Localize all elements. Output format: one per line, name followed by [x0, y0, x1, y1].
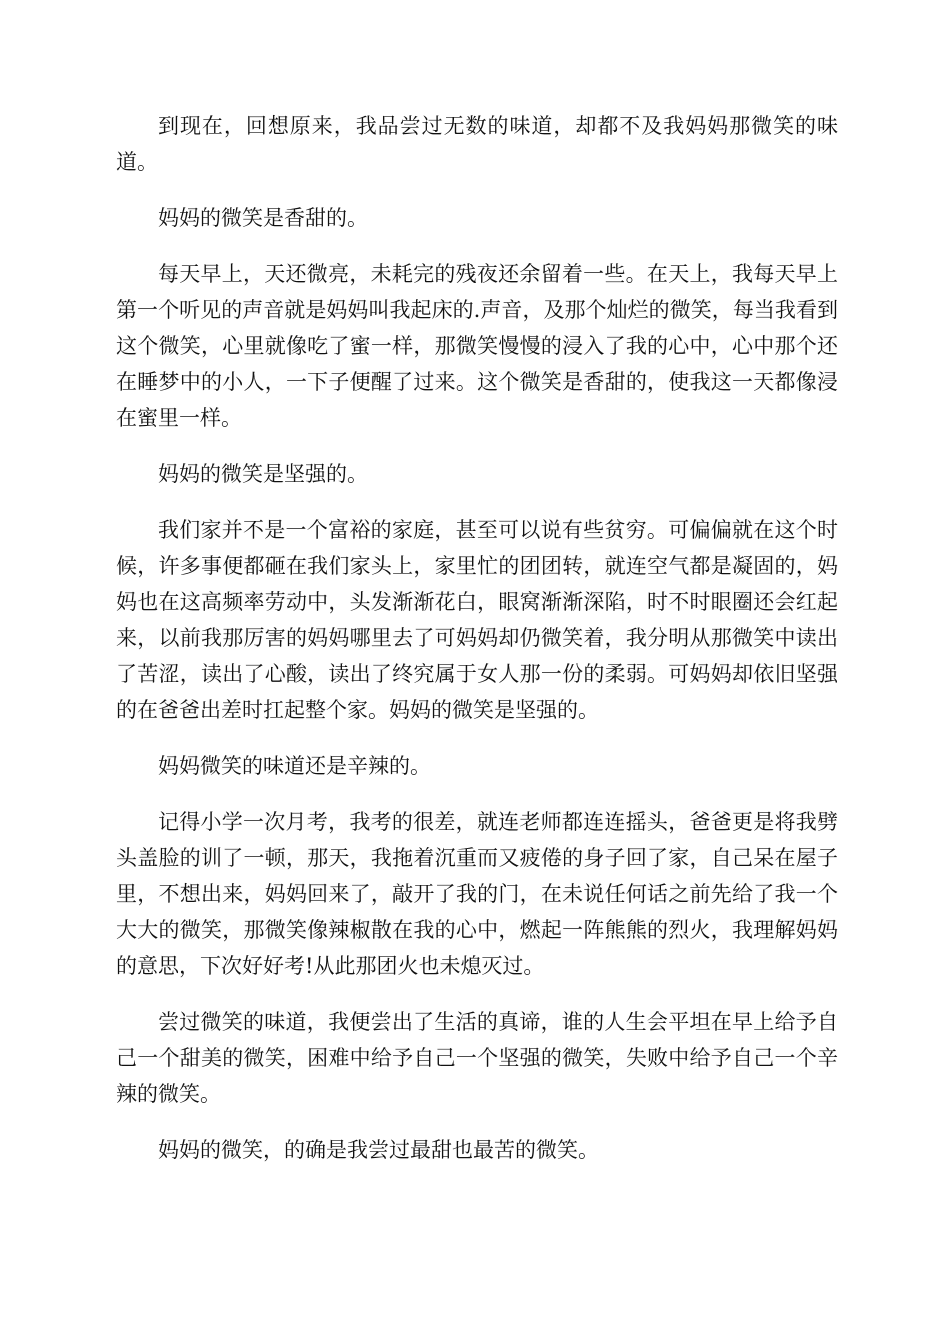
paragraph-2: 妈妈的微笑是香甜的。: [158, 206, 368, 230]
paragraph-5: 我们家并不是一个富裕的家庭，甚至可以说有些贫穷。可偏偏就在这个时候，许多事便都砸在我们家头上，家里忙的团团转，就连空气都是凝固的，妈妈也在这高频率劳动中，头发渐渐花白，眼窝渐渐深陷，时不时眼圈还会红起来，以前我那厉害的妈妈哪里去了可妈妈却仍微笑着，我分明从那微笑中读出了苦涩，读出了心酸，读出了终究属于女人那一份的柔弱。可妈妈却依旧坚强的在爸爸出差时扛起整个家。妈妈的微笑是坚强的。: [116, 518, 838, 722]
paragraph-8: 尝过微笑的味道，我便尝出了生活的真谛，谁的人生会平坦在早上给予自己一个甜美的微笑，困难中给予自己一个坚强的微笑，失败中给予自己一个辛辣的微笑。: [116, 1010, 838, 1106]
paragraph-9: 妈妈的微笑，的确是我尝过最甜也最苦的微笑。: [158, 1138, 599, 1162]
paragraph-1: 到现在，回想原来，我品尝过无数的味道，却都不及我妈妈那微笑的味道。: [116, 114, 838, 174]
paragraph-3: 每天早上，天还微亮，未耗完的残夜还余留着一些。在天上，我每天早上第一个听见的声音就是妈妈叫我起床的.声音，及那个灿烂的微笑，每当我看到这个微笑，心里就像吃了蜜一样，那微笑慢慢的浸入了我的心中，心中那个还在睡梦中的小人，一下子便醒了过来。这个微笑是香甜的，使我这一天都像浸在蜜里一样。: [116, 262, 838, 430]
paragraph-4: 妈妈的微笑是坚强的。: [158, 462, 368, 486]
paragraph-6: 妈妈微笑的味道还是辛辣的。: [158, 754, 431, 778]
paragraph-7: 记得小学一次月考，我考的很差，就连老师都连连摇头，爸爸更是将我劈头盖脸的训了一顿，那天，我拖着沉重而又疲倦的身子回了家，自己呆在屋子里，不想出来，妈妈回来了，敲开了我的门，在未说任何话之前先给了我一个大大的微笑，那微笑像辣椒散在我的心中，燃起一阵熊熊的烈火，我理解妈妈的意思，下次好好考!从此那团火也未熄灭过。: [116, 810, 838, 978]
document-page: [116, 108, 838, 1188]
